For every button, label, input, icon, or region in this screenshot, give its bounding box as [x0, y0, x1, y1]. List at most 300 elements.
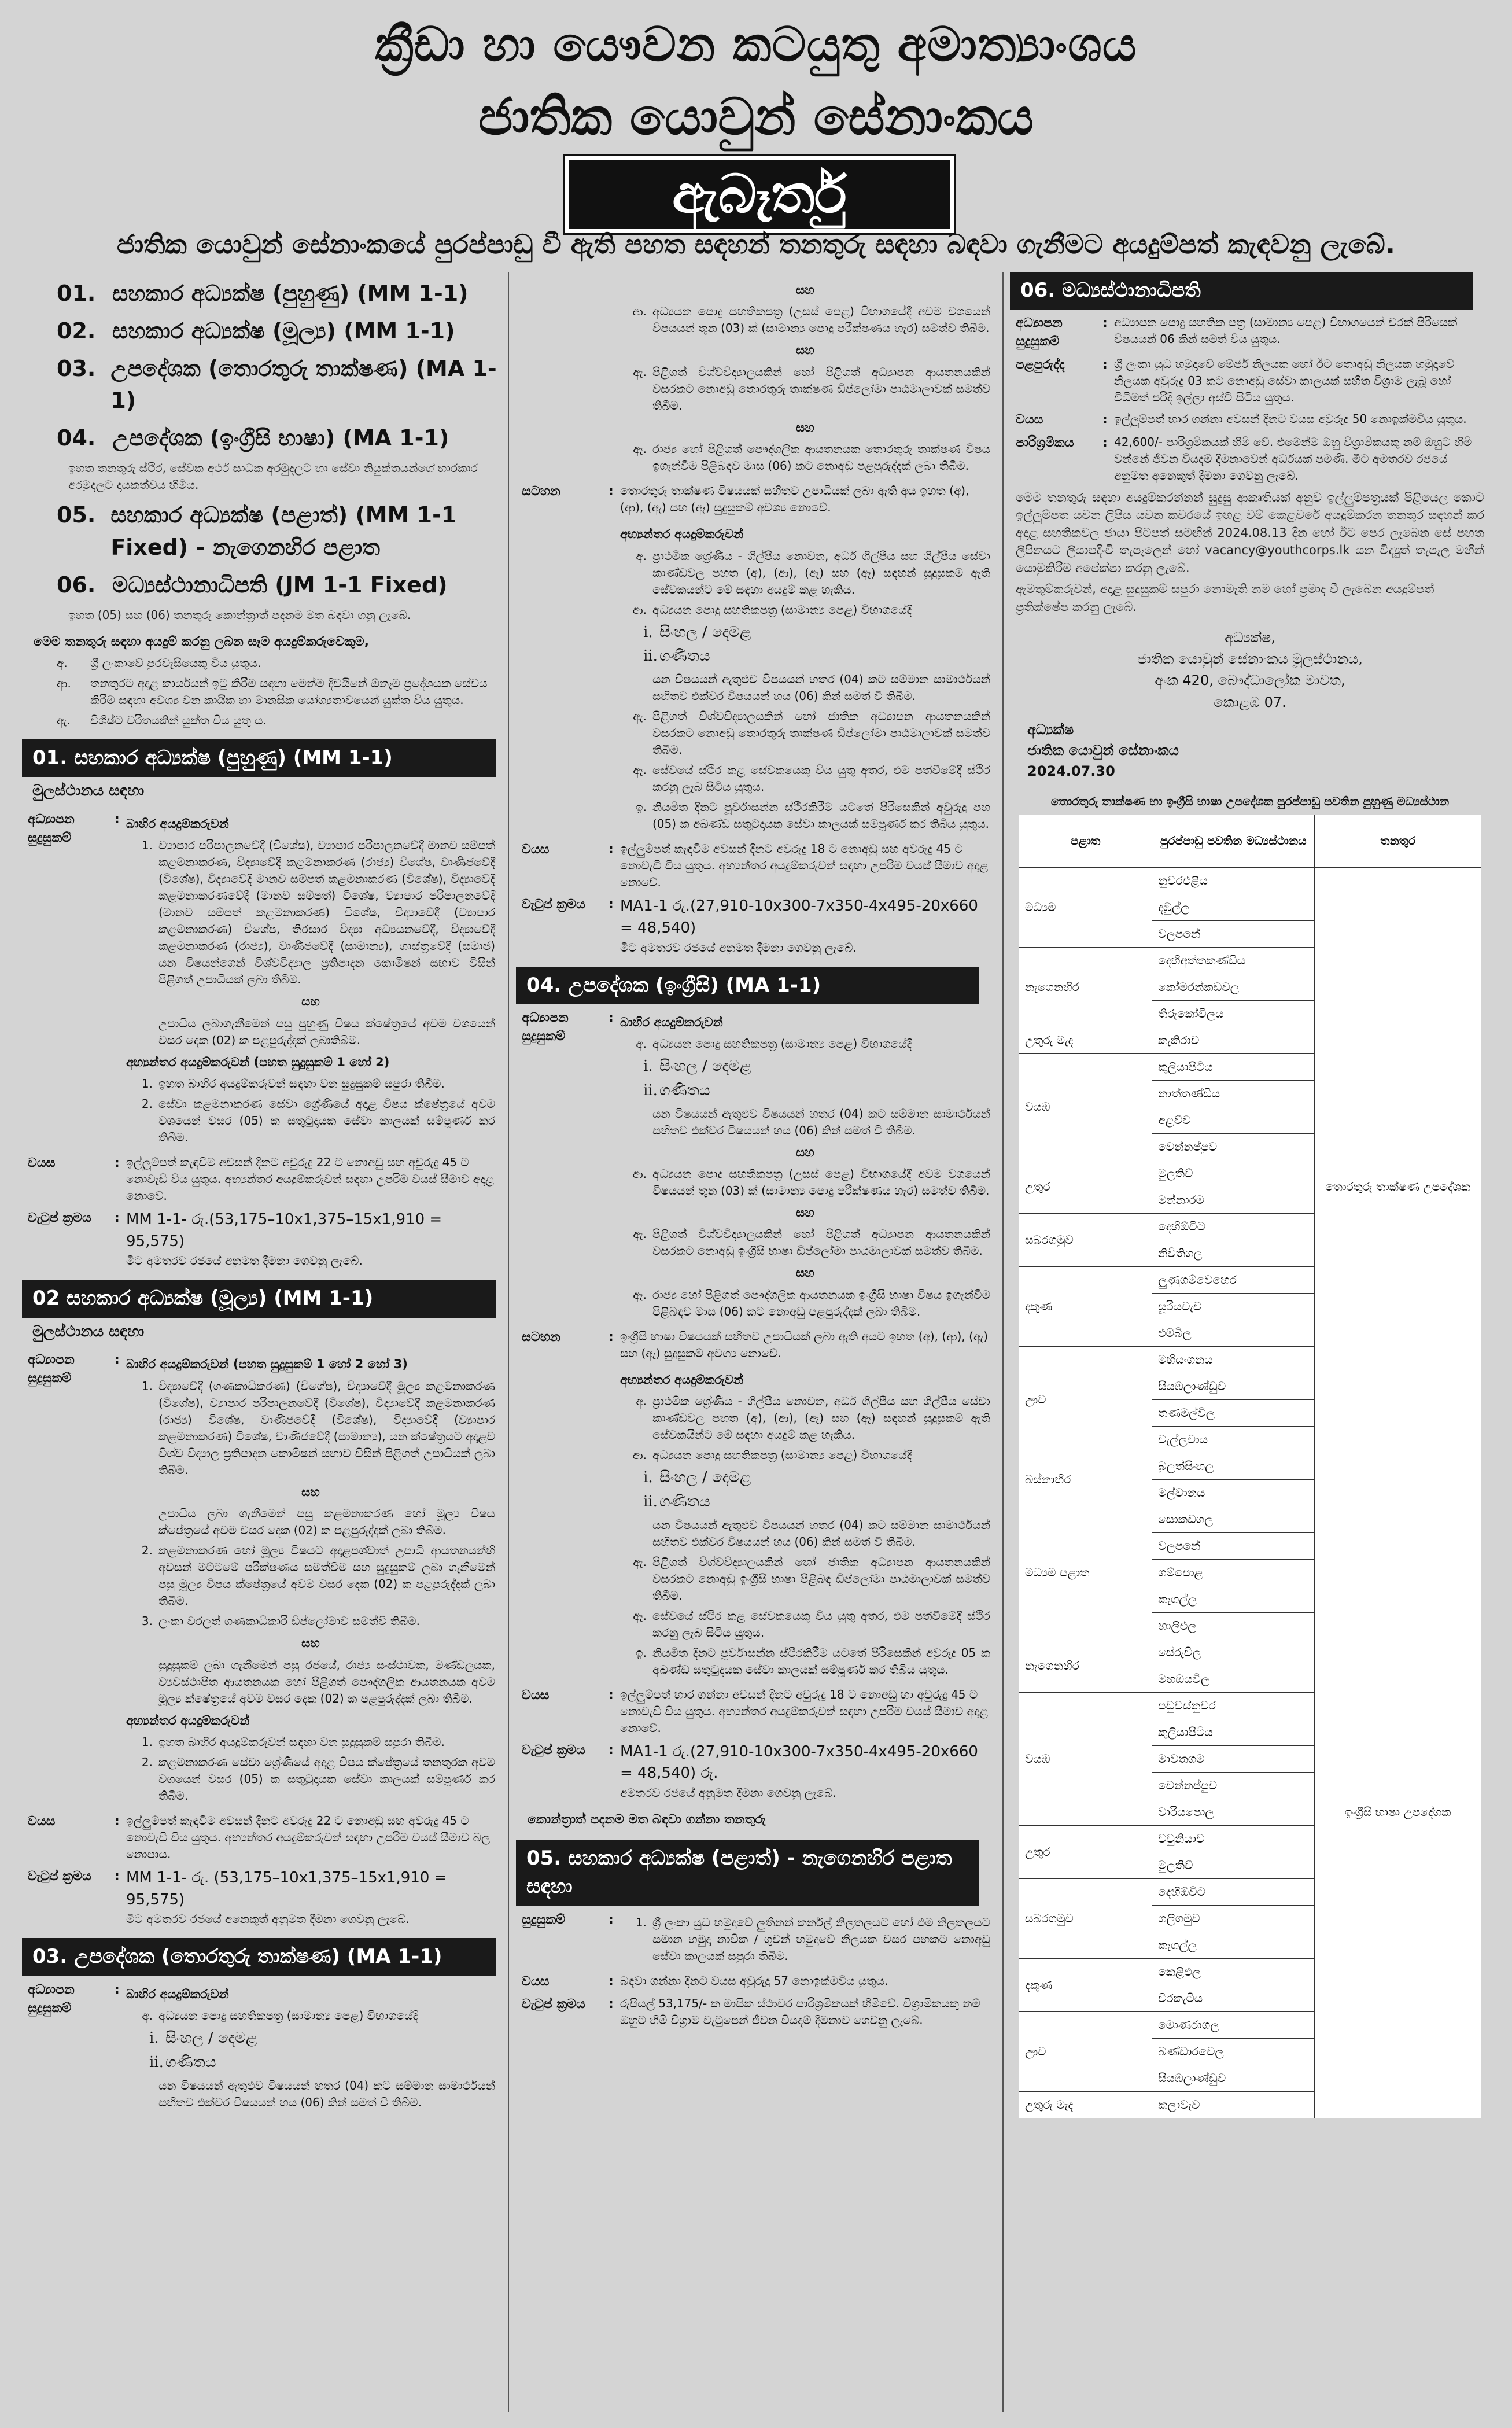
edu-row: අධ්‍යාපන සුදුසුකම් : බාහිර අයදුම්කරුවන් (පහත සුදුසුකම් 1 හෝ 2 හෝ 3) 1. විද්‍යාවේදී (ගණකාධිකරණ) (විශේෂ), විද්‍යාවේදී මූල්‍ය කළමනාකරණ (විශේෂ), ව්‍යාපාර පරිපාලනවේදී (විශේෂ), විද්‍යාවේදී කළමනාකරණ (රාජ්‍ය) විශේෂ, වාණිජවේදී (විශේෂ), විද්‍යාවේදී (ව්‍යාපාර කළමනාකරණ) විශේෂ, වාණිජවේදී (සාමාන්‍ය), යන ක්ෂේත්‍රයට අදාළව විශ්ව විද්‍යාල ප්‍රතිපාදන කොමිෂන් සභාව විසින් පිළිගත් උපාධියක් ලබා තිබීම. සහ උපාධිය ලබා ගැනීමෙන් පසු කළමනාකරණ හෝ මූල්‍ය විෂය ක්ෂේත්‍රයේ අවම වසර දෙක (02) ක පළපුරුද්දක් ලබා තිබීම. 2. කළමනාකරණ හෝ මූල්‍ය විෂයට අදාළපශ්චාත් උපාධි ආයතනයන්හි අවසන් මට්ටමේ පරීක්ෂණය සමත්වීම සහ සුදුසුකම් ලබා ගැනීමෙන් පසු මූල්‍ය විෂය ක්ෂේත්‍රයේ අවම වසර දෙක (02) ක පළපුරුද්දක් ලබා තිබීම. 3. ලංකා වරලත් ගණකාධිකාරී ඩිප්ලෝමාව සමත්වී තිබීම. සහ සුදුසුකම් ලබා ගැනීමෙන් පසු රජයේ, රාජ්‍ය සංස්ථාවක, මණ්ඩලයක, ව්‍යවස්ථාපිත ආයතනයක හෝ පිළිගත් පෞද්ගලික ආයතනයක අවම මූල්‍ය ක්ෂේත්‍රයේ අවම වසර දෙක (02) ක පළපුරුද්දක් ලබා තිබීම. අභ්‍යන්තර අයදුම්කරුවන් 1. ඉහත බාහිර අයදුම්කරුවන් සඳහා වන සුදුසුකම් සපුරා තිබීම. 2. කළමනාකරණ සේවා ශ්‍රේණියේ අදාළ විෂය ක්ෂේත්‍රයේ තනතුරක අවම වශයෙන් වසර (05) ක සතුටුදායක සේවා කාලයක් සම්පූර්ණ කර තිබීම. [22, 1351, 501, 1808]
salary-note: මීට අමතරව රජයේ අනුමත දීමනා ගෙවනු ලැබේ. [126, 1254, 363, 1268]
post-item [57, 315, 501, 347]
signatory-title: අධ්‍යක්ෂ [1027, 721, 1074, 738]
saha-label: සහ [301, 994, 320, 1009]
province-cell: නැගෙනහිර [1019, 1639, 1152, 1692]
qualification-text: අධ්‍යයන පොදු සහතිකපත්‍ර (උසස් පෙළ) විභාගයේදී අවම වශයෙන් විෂයයන් තුන (03) ක් (සාමාන්‍ය පොදු පරීක්ෂණය හැර) සමත්ව තිබීම. [652, 1167, 990, 1198]
province-cell: මධ්‍යම [1019, 867, 1152, 947]
saha-label: සහ [796, 1266, 814, 1280]
qualification-text: ව්‍යාපාර පරිපාලනවේදී (විශේෂ), ව්‍යාපාර පරිපාලනවේදී මානව සම්පත් කළමනාකරණ, විද්‍යාවේදී කළමනාකරණ (රාජ්‍ය) විශේෂ, වාණිජවේදී (විශේෂ), විද්‍යාවේදී මානව සම්පත් කළමනාකරණ (විශේෂ), විද්‍යාවේදී කළමනාකරණවේදී (මානව සම්පත්) විශේෂ, ව්‍යාපාර පරිපාලනවේදී (මානව සම්පත් කළමනාකරණ) විශේෂ, විද්‍යාවේදී (ව්‍යාපාර කළමනාකරණ) විශේෂ, තිරසාර විද්‍යා අධ්‍යයනවේදී, විද්‍යාවේදී කළමනාකරණ (රාජ්‍ය), වාණිජවේදී (සාමාන්‍ය), ශාස්ත්‍රවේදී (සමාජ) යන විෂයන්ගෙන් විශ්වවිද්‍යාල ප්‍රතිපාදන කොමිෂන් සභාව විසින් පිළිගත් උපාධියක් ලබා තිබීම. [158, 838, 495, 987]
qualification-text: සේවා කළමනාකරණ සේවා ශ්‍රේණියේ අදාළ විෂය ක්ෂේත්‍රයේ අවම වශයෙන් වසර (05) ක සතුටුදායක සේවා කාලයක් සම්පූර්ණ කර තිබීම. [158, 1096, 495, 1144]
province-cell: වයඹ [1019, 1053, 1152, 1160]
rejection-note: ඇමතුම්කරුවන්, අදාළ සුදුසුකම් සපුරා නොමැති නම හෝ ප්‍රමාද වී ලැබෙන අයදුම්පත් ප්‍රතික්ෂේප කරනු ලැබේ. [1016, 582, 1434, 614]
center-cell: වලපනේ [1152, 920, 1315, 947]
row-label: වැටුප් ක්‍රමය [522, 897, 585, 912]
province-cell: සබරගමුව [1019, 1213, 1152, 1266]
table-body [1019, 867, 1481, 2118]
center-cell: වවුනියාව [1152, 1825, 1315, 1852]
internal-heading: අභ්‍යන්තර අයදුම්කරුවන් [126, 1713, 250, 1727]
subject-line: ii. ගණිතය [149, 2053, 216, 2071]
qualification-item: ඉ. නියමිත දිනට පූර්වාසන්න ස්ථීරකිරීම යටතේ පිරිසෙකින් අවුරුදු පහ (05) ක අඛණ්ඩ සතුටුදායක සේවා කාලයක් සම්පූර්ණ කර තිබිය යුතුය. [626, 799, 990, 832]
row-label: පාරිශ්‍රමිකය [1016, 435, 1074, 450]
qualification-item: ආ. අධ්‍යයන පොදු සහතිකපත්‍ර (උසස් පෙළ) විභාගයේදී අවම වශයෙන් විෂයයන් තුන (03) ක් (සාමාන්‍ය පොදු පරීක්ෂණය හැර) සමත්ව තිබීම. [626, 303, 990, 337]
qualification-row: සුදුසුකම් : 1. ශ්‍රී ලංකා යුධ හමුදාවේ ලුතිනන් කර්නල් නිලතලයට හෝ එම නිලතලයට සමාන හමුදා නාවික / ගුවන් හමුදාවේ නිලයක වසර පහකට නොඅඩු සේවා කාලයක් සපුරා තිබීම. [516, 1911, 996, 1968]
province-cell: දකුණ [1019, 1958, 1152, 2011]
post-list [22, 278, 501, 624]
qualification-item [626, 1517, 990, 1550]
qualification-item: ඉ. නියමිත දිනට පූර්වාසන්න ස්ථීරකිරීම යටතේ පිරිසෙකින් අවුරුදු 05 ක අඛණ්ඩ සතුටුදායක සේවා කාලයක් සම්පූර්ණ කර තිබිය යුතුය. [626, 1645, 990, 1678]
subject-line: ii. ගණිතය [643, 647, 710, 665]
center-cell: වීරකැටිය [1152, 1985, 1315, 2011]
salary-row: වැටුප් ක්‍රමය : MM 1-1- රු. (53,175–10x1,375–15x1,910 = 95,575) මීට අමතරව රජයේ අනෙකුත් අනුමත දීමනා ගෙවනු ලැබේ. [22, 1867, 501, 1928]
notice-banner [565, 156, 954, 233]
qualification-item: අ. ප්‍රාථමික ශ්‍රේණිය - ශිල්පීය නොවන, අර්ධ ශිල්පීය සහ ශිල්පීය සේවා කාණ්ඩවල පහත (අ), (ආ), (ඇ) සහ (ඈ) සඳහන් සුදුසුකම් ඇති සේවකයින්ට මේ සඳහා අයදුම් කළ හැකිය. [626, 1393, 990, 1443]
qualification-text: අධ්‍යයන පොදු සහතිකපත්‍ර (උසස් පෙළ) විභාගයේදී අවම වශයෙන් විෂයයන් තුන (03) ක් (සාමාන්‍ය පොදු පරීක්ෂණය හැර) සමත්ව තිබීම. [652, 304, 990, 336]
province-cell: උතුර [1019, 1160, 1152, 1213]
qualification-item: 1. ඉහත බාහිර අයදුම්කරුවන් සඳහා වන සුදුසුකම් සපුරා තිබීම. [132, 1734, 495, 1751]
notice-label: ඇබෑර්තු [672, 163, 847, 225]
table-header-row [1019, 815, 1481, 867]
post-number: 04. [57, 425, 96, 451]
post-title: සහකාර අධ්‍යක්ෂ (පළාත්) (MM 1-1 Fixed) - නැගෙනහිර පළාත [110, 502, 457, 560]
row-label: අධ්‍යාපන සුදුසුකම් [1016, 316, 1063, 349]
qualification-text: ඉහත බාහිර අයදුම්කරුවන් සඳහා වන සුදුසුකම් සපුරා තිබීම. [158, 1735, 445, 1749]
section-bar-04: 04. උපදේශක (ඉංග්‍රීසි) (MA 1-1) [516, 967, 979, 1004]
province-cell: බස්නාහිර [1019, 1453, 1152, 1506]
address-line: ජාතික යොවුන් සේනාංකය මූලස්ථානය, [1137, 651, 1363, 668]
item-marker: ඇ. [57, 713, 71, 727]
qualification-item: ඇ. පිළිගත් විශ්වවිද්‍යාලයකින් හෝ ජාතික අධ්‍යාපන ආයතනයකින් වසරකට නොඅඩු ඉංග්‍රීසි භාෂා පිළිබඳ ඩිප්ලෝමා පාඨමාලාවක් සමත්ව තිබීම. [626, 1554, 990, 1604]
center-cell: බුලත්සිංහල [1152, 1453, 1315, 1479]
saha-label: සහ [796, 1145, 814, 1159]
salary-note: මීට අමතරව රජයේ අනුමත දීමනා ගෙවනු ලැබේ. [620, 940, 857, 955]
internal-row [516, 521, 996, 836]
qualification-text: කළමනාකරණ සේවා ශ්‍රේණියේ අදාළ විෂය ක්ෂේත්‍රයේ තනතුරක අවම වශයෙන් වසර (05) ක සතුටුදායක සේවා කාලයක් සම්පූර්ණ කර තිබීම. [158, 1755, 495, 1803]
column-divider [508, 272, 509, 2412]
qualification-item: ඈ. සේවයේ ස්ථිර කළ සේවකයෙකු විය යුතු අතර, එම පත්වීමේදී ස්ථිර කරනු ලැබ සිටිය යුතුය. [626, 1608, 990, 1641]
saha-label: සහ [796, 343, 814, 358]
center-cell: කෙළිඑල [1152, 1958, 1315, 1985]
row-label: වයස [522, 842, 550, 857]
saha-label: සහ [301, 1484, 320, 1499]
center-cell: වාරියපොල [1152, 1799, 1315, 1825]
row-label: අධ්‍යාපන සුදුසුකම් [28, 812, 75, 845]
qualification-item [132, 2077, 495, 2111]
qualification-item: අ. ප්‍රාථමික ශ්‍රේණිය - ශිල්පීය නොවන, අර්ධ ශිල්පීය සහ ශිල්පීය සේවා කාණ්ඩවල පහත (අ), (ආ), (ඇ) සහ (ඈ) සඳහන් සුදුසුකම් ඇති සේවකයන්ට මේ සඳහා අයදුම් කළ හැකිය. [626, 548, 990, 598]
item-marker: ආ. [57, 676, 71, 690]
row-value: ශ්‍රී ලංකා යුධ හමුදාවේ මේජර් නිලයක හෝ ඊට තොඅඩු නිලයක හමුදාවේ නිලයක අවුරුදු 03 කට නොඅඩු සේවා කාලයක් සහිත විශ්‍රාම ලැබූ හෝ විධිමත් පරිදි ඉල්ලා අස්වී සිටිය යුතුය. [1114, 357, 1455, 405]
saha-label: සහ [301, 1636, 320, 1650]
subject-line: ii. ගණිතය [643, 1081, 710, 1099]
ministry-title: ක්‍රීඩා හා යෞවන කටයුතු අමාත්‍යාංශය [375, 17, 1137, 72]
internal-heading: අභ්‍යන්තර අයදුම්කරුවන් (පහත සුදුසුකම් 1 හෝ 2) [126, 1055, 390, 1069]
note-row: සටහන : තොරතුරු තාක්ෂණ විෂයයක් සහිතව උපාධියක් ලබා ඇති අය ඉහත (අ), (ආ), (ඇ) සහ (ඈ) සුදුසුකම් අවශ්‍ය නොවේ. [516, 482, 996, 516]
internal-heading: අභ්‍යන්තර අයදුම්කරුවන් [620, 1372, 744, 1387]
application-instructions: මෙම තනතුරු සඳහා අයදුම්කරන්නන් සුදුසු ආකෘතියක් අනුව ඉල්ලුම්පත්‍රයක් පිළියෙල කොට ඉල්ලුම්පත යවන ලිපිය යවන කවරයේ ඉහළ වම් කෙළවරේ අයදුම්කරන තනතුර සඳහන් කර අදාළ සහතිකවල ජායා පිටපත් සමඟින් 2024.08.13 දින හෝ ඊට පෙර ලැබෙන සේ පහත ලිපිනයට ලියාපදිංචි තැපෑලෙන් හෝ vacancy@youthcorps.lk යන විද්‍යුත් තැපෑල මඟින් යොමුකිරීම අපේක්ෂා කරනු ලැබේ. [1016, 490, 1484, 575]
post-item [57, 278, 501, 310]
qualification-item: 1. ව්‍යාපාර පරිපාලනවේදී (විශේෂ), ව්‍යාපාර පරිපාලනවේදී මානව සම්පත් කළමනාකරණ, විද්‍යාවේදී කළමනාකරණ (රාජ්‍ය) විශේෂ, වාණිජවේදී (විශේෂ), විද්‍යාවේදී මානව සම්පත් කළමනාකරණ (විශේෂ), විද්‍යාවේදී කළමනාකරණවේදී (මානව සම්පත්) විශේෂ, ව්‍යාපාර පරිපාලනවේදී (මානව සම්පත් කළමනාකරණ) විශේෂ, විද්‍යාවේදී (ව්‍යාපාර කළමනාකරණ) විශේෂ, තිරසාර විද්‍යා අධ්‍යයනවේදී, විද්‍යාවේදී කළමනාකරණ (රාජ්‍ය), වාණිජවේදී (සාමාන්‍ය), ශාස්ත්‍රවේදී (සමාජ) යන විෂයන්ගෙන් විශ්වවිද්‍යාල ප්‍රතිපාදන කොමිෂන් සභාව විසින් පිළිගත් උපාධියක් ලබා තිබීම. [132, 837, 495, 988]
center-cell: මහියංගනය [1152, 1346, 1315, 1373]
province-cell: දකුණ [1019, 1266, 1152, 1346]
column-header: තනතුර [1315, 815, 1481, 867]
qualification-item [626, 1106, 990, 1139]
qualification-item: 2. කළමනාකරණ හෝ මූල්‍ය විෂයට අදාළපශ්චාත් උපාධි ආයතනයන්හි අවසන් මට්ටමේ පරීක්ෂණය සමත්වීම සහ සුදුසුකම් ලබා ගැනීමෙන් පසු මූල්‍ය විෂය ක්ෂේත්‍රයේ අවම වසර දෙක (02) ක පළපුරුද්දක් ලබා තිබීම. [132, 1542, 495, 1609]
qualification-item: 2. සේවා කළමනාකරණ සේවා ශ්‍රේණියේ අදාළ විෂය ක්ෂේත්‍රයේ අවම වශයෙන් වසර (05) ක සතුටුදායක සේවා කාලයක් සම්පූර්ණ කර තිබීම. [132, 1096, 495, 1146]
center-cell: ලුණුගම්වෙහෙර [1152, 1266, 1315, 1293]
salary-scale: MA1-1 රු.(27,910-10x300-7x350-4x495-20x660 = 48,540) [620, 897, 978, 937]
center-cell: අළව්ව [1152, 1107, 1315, 1133]
province-cell: උතුරු මැද [1019, 1027, 1152, 1053]
subject-name: සිංහල / දෙමළ [659, 1058, 751, 1075]
center-cell: වැල්ලවාය [1152, 1426, 1315, 1453]
row-label: වයස [28, 1814, 56, 1829]
row-value: තොරතුරු තාක්ෂණ විෂයයක් සහිතව උපාධියක් ලබා ඇති අය ඉහත (අ), (ආ), (ඇ) සහ (ඈ) සුදුසුකම් අවශ්‍ය නොවේ. [620, 484, 969, 515]
external-heading: බාහිර අයදුම්කරුවන් [126, 816, 229, 831]
qualification-text: උපාධිය ලබාගැනීමෙන් පසු පුහුණු විෂය ක්ෂේත්‍රයේ අවම වශයෙන් වසර දෙක (02) ක පළපුරුද්දක් ලබාතිබීම. [158, 1016, 495, 1047]
address-line: අංක 420, බෞද්ධාලෝක මාවත, [1155, 672, 1345, 689]
column-divider [1002, 272, 1004, 2412]
province-cell: වයඹ [1019, 1692, 1152, 1825]
qualification-item: ආ. අධ්‍යයන පොදු සහතිකපත්‍ර (සාමාන්‍ය පෙළ) විභාගයේදී [626, 602, 990, 618]
row-label: වයස [522, 1974, 550, 1989]
saha-label: සහ [796, 283, 814, 297]
salary-scale: MM 1-1- රු.(53,175–10x1,375–15x1,910 = 95,575) [126, 1210, 442, 1250]
qualification-item: 3. ලංකා වරලත් ගණකාධිකාරී ඩිප්ලෝමාව සමත්වී තිබීම. [132, 1613, 495, 1630]
age-row: වයස : ඉල්ලුම්පත් කැඳවීම අවසන් දිනට අවුරුදු 18 ට නොඅඩු සහ අවුරුදු 45 ට නොවැඩි විය යුතුය. අභ්‍යන්තර අයදුම්කරුවන් සඳහා උපරිම වයස් සීමාව අදාළ නොවේ. [516, 841, 996, 891]
qualification-item [132, 1505, 495, 1539]
subject-line: ii. ගණිතය [643, 1493, 710, 1511]
center-cell: පඩුවස්නුවර [1152, 1692, 1315, 1719]
table-row [1019, 1506, 1481, 1532]
qualification-item [626, 671, 990, 705]
post-title: මධ්‍යස්ථානාධිපති (JM 1-1 Fixed) [112, 572, 448, 598]
general-item [57, 655, 495, 672]
qualification-text: විද්‍යාවේදී (ගණකාධිකරණ) (විශේෂ), විද්‍යාවේදී මූල්‍ය කළමනාකරණ (විශේෂ), ව්‍යාපාර පරිපාලනවේදී (විශේෂ), විද්‍යාවේදී කළමනාකරණ (රාජ්‍ය) විශේෂ, වාණිජවේදී (විශේෂ), විද්‍යාවේදී (ව්‍යාපාර කළමනාකරණ) විශේෂ, වාණිජවේදී (සාමාන්‍ය), යන ක්ෂේත්‍රයට අදාළව විශ්ව විද්‍යාල ප්‍රතිපාදන කොමිෂන් සභාව විසින් පිළිගත් උපාධියක් ලබා තිබීම. [158, 1379, 495, 1477]
qualification-text: රාජ්‍ය හෝ පිළිගත් පෞද්ගලික ආයතනයක තොරතුරු තාක්ෂණ විෂය ඉගැන්වීම පිළිබඳව මාස (06) කට නොඅඩු පළපුරුද්දක් ලබා තිබීම. [652, 442, 990, 473]
row-label: සටහන [522, 484, 560, 499]
edu-row-cont [516, 277, 996, 478]
qualification-text: නියමිත දිනට පූර්වාසන්න ස්ථීරකිරීම යටතේ පිරිසෙකින් අවුරුදු පහ (05) ක අඛණ්ඩ සතුටුදායක සේවා කාලයක් සම්පූර්ණ කර තිබිය යුතුය. [652, 800, 990, 831]
salary-note: අමතරව රජයේ අනුමත දීමනා ගෙවනු ලැබේ. [620, 1786, 836, 1800]
row-label: වැටුප් ක්‍රමය [522, 1997, 585, 2012]
province-cell: නැගෙනහිර [1019, 947, 1152, 1027]
center-cell: කෑගල්ල [1152, 1932, 1315, 1958]
external-heading: බාහිර අයදුම්කරුවන් [620, 1015, 723, 1029]
pay-row: පාරිශ්‍රමිකය : 42,600/- පාරිශ්‍රමිකයක් හිමි වේ. එමෙන්ම ඔහු විශ්‍රාමිකයකු නම් ඔහුට හිමි වන්නේ ජීවන වියදම් දීමනාවෙන් අර්ධයක් පමණි. මීට අමතරව රජයේ අනුමත අනෙකුත් දීමනා ගෙවනු ලැබේ. [1010, 434, 1490, 484]
qualification-text: රාජ්‍ය හෝ පිළිගත් පෞද්ගලික ආයතනයක ඉංග්‍රීසි භාෂා විෂය ඉගැන්වීම පිළිබඳව මාස (06) කට නොඅඩු පළපුරුද්දක් ලබා තිබීම. [652, 1287, 990, 1318]
qualification-item: අ. අධ්‍යයන පොදු සහතිකපත්‍ර (සාමාන්‍ය පෙළ) විභාගයේදී [132, 2007, 495, 2024]
qualification-text: යන විෂයයන් ඇතුළුව විෂයයන් හතර (04) කට සම්මාන සාමාර්ථයන් සහිතව එක්වර විෂයයන් හය (06) කින් සමත් වී තිබීම. [652, 1517, 990, 1549]
posts-note: ඉහත තනතුරු ස්ථිර, සේවක අර්ථ සාධක අරමුදලට හා සේවා නියුක්තයන්ගේ භාරකාර අරමුදලට දායකත්වය හිමිය. [68, 461, 478, 492]
general-item [57, 712, 495, 729]
subject-line: i. සිංහල / දෙමළ [643, 1469, 751, 1487]
qualification-text: පිළිගත් විශ්වවිද්‍යාලයකින් හෝ ජාතික අධ්‍යාපන ආයතනයකින් වසරකට නොඅඩු තොරතුරු තාක්ෂණ ඩිප්ලෝමා පාඨමාලාවක් සමත්ව තිබීම. [652, 709, 990, 757]
province-cell: ඌව [1019, 2011, 1152, 2091]
row-label: වැටුප් ක්‍රමය [28, 1210, 91, 1225]
qualification-text: ශ්‍රී ලංකා යුධ හමුදාවේ ලුතිනන් කර්නල් නිලතලයට හෝ එම නිලතලයට සමාන හමුදා නාවික / ගුවන් හමුදාවේ නිලයක වසර පහකට නොඅඩු සේවා කාලයක් සපුරා තිබීම. [652, 1915, 990, 1963]
center-cell: කලාවැව [1152, 2091, 1315, 2118]
qualification-text: පිළිගත් විශ්වවිද්‍යාලයකින් හෝ පිළිගත් අධ්‍යාපන ආයතනයකින් වසරකට නොඅඩු තොරතුරු තාක්ෂණ ඩිප්ලෝමා පාඨමාලාවක් සමත්ව තිබීම. [652, 364, 990, 412]
post-number: 06. [57, 572, 96, 598]
column-3 [1010, 272, 1490, 2412]
center-cell: බණ්ඩාරවෙල [1152, 2038, 1315, 2065]
row-label: වැටුප් ක්‍රමය [28, 1869, 91, 1884]
center-cell: මුලතිව් [1152, 1160, 1315, 1187]
row-label: අධ්‍යාපන සුදුසුකම් [28, 1353, 75, 1386]
salary-scale: MA1-1 රු.(27,910-10x300-7x350-4x495-20x660 = 48,540) රු. [620, 1742, 978, 1782]
province-cell: මධ්‍යම පළාත [1019, 1506, 1152, 1639]
qualification-text: යන විෂයයන් ඇතුළුව විෂයයන් හතර (04) කට සම්මාන සාමාර්ථයන් සහිතව එක්වර විෂයයන් හය (06) කින් සමත් වී තිබීම. [652, 672, 990, 703]
edu-row: අධ්‍යාපන සුදුසුකම් : බාහිර අයදුම්කරුවන් අ. අධ්‍යයන පොදු සහතිකපත්‍ර (සාමාන්‍ය පෙළ) විභාගයේදී i. සිංහල / දෙමළ ii. ගණිතය යන විෂයයන් ඇතුළුව විෂයයන් හතර (04) කට සම්මාන සාමාර්ථයන් සහිතව එක්වර විෂයයන් හය (06) කින් සමත් වී තිබීම. [22, 1981, 501, 2114]
qualification-text: ප්‍රාථමික ශ්‍රේණිය - ශිල්පීය නොවන, අර්ධ ශිල්පීය සහ ශිල්පීය සේවා කාණ්ඩවල පහත (අ), (ආ), (ඇ) සහ (ඈ) සඳහන් සුදුසුකම් ඇති සේවකයින්ට මේ සඳහා අයදුම් කළ හැකිය. [652, 1394, 990, 1442]
center-cell: කුලියාපිටිය [1152, 1719, 1315, 1745]
qualification-text: සේවයේ ස්ථිර කළ සේවකයෙකු විය යුතු අතර, එම පත්වීමේදී ස්ථිර කරනු ලැබ සිටිය යුතුය. [652, 763, 990, 794]
internal-heading: අභ්‍යන්තර අයදුම්කරුවන් [620, 527, 744, 541]
center-cell: තණමල්විල [1152, 1399, 1315, 1426]
signature-date: 2024.07.30 [1027, 762, 1115, 779]
saha-label: සහ [796, 420, 814, 434]
center-cell: මන්නාරම [1152, 1187, 1315, 1213]
row-value: ඉල්ලුම්පත් භාර ගන්නා අවසන් දිනට වයස අවුරුදු 50 නොඉක්මවිය යුතුය. [1114, 412, 1467, 426]
qualification-text: උපාධිය ලබා ගැනීමෙන් පසු කළමනාකරණ හෝ මූල්‍ය විෂය ක්ෂේත්‍රයේ අවම වසර දෙක (02) ක පළපුරුද්දක් ලබා තිබීම. [158, 1506, 495, 1538]
qualification-text: සේවයේ ස්ථිර කළ සේවකයෙකු විය යුතු අතර, එම පත්වීමේදී ස්ථිර කරනු ලැබ සිටිය යුතුය. [652, 1608, 990, 1639]
qualification-text: කළමනාකරණ හෝ මූල්‍ය විෂයට අදාළපශ්චාත් උපාධි ආයතනයන්හි අවසන් මට්ටමේ පරීක්ෂණය සමත්වීම සහ සුදුසුකම් ලබා ගැනීමෙන් පසු මූල්‍ය විෂය ක්ෂේත්‍රයේ අවම වසර දෙක (02) ක පළපුරුද්දක් ලබා තිබීම. [158, 1543, 495, 1608]
post-number: 01. [57, 281, 96, 306]
intro-text: ජාතික යොවුන් සේනාංකයේ පුරප්පාඩු වී ඇති පහත සඳහන් තනතුරු සඳහා බඳවා ගැනීමට අයදුම්පත් කැඳවනු ලැබේ. [116, 229, 1396, 260]
qualification-text: නියමිත දිනට පූර්වාසන්න ස්ථීරකිරීම යටතේ පිරිසෙකින් අවුරුදු 05 ක අඛණ්ඩ සතුටුදායක සේවා කාලයක් සම්පූර්ණ කර තිබිය යුතුය. [652, 1645, 990, 1677]
row-value: ඉල්ලුම්පත් කැඳවීම අවසන් දිනට අවුරුදු 22 ට නොඅඩු සහ අවුරුදු 45 ට නොවැඩි විය යුතුය. අභ්‍යන්තර අයදුම්කරුවන් සඳහා උපරිම වයස් සීමාව බල නොපාය. [126, 1814, 491, 1862]
salary-row: වැටුප් ක්‍රමය : රුපියල් 53,175/- ක මාසික ස්ථාවර පාරිශ්‍රමිකයක් හිමිවේ. විශ්‍රාමිකයකු නම් ඔහුට හිමි විශ්‍රාම වැටුපෙන් ජීවන වියදම් දීමනාව ගෙවනු ලැබේ. [516, 1995, 996, 2029]
post-cell: ඉංග්‍රීසි භාෂා උපදේශක [1315, 1506, 1481, 2118]
salary-note: මීට අමතරව රජයේ අනෙකුත් අනුමත දීමනා ගෙවනු ලැබේ. [126, 1912, 410, 1926]
center-cell: කෝමරන්කඩවල [1152, 974, 1315, 1000]
experience-row: පළපුරුද්ද : ශ්‍රී ලංකා යුධ හමුදාවේ මේජර් නිලයක හෝ ඊට තොඅඩු නිලයක හමුදාවේ නිලයක අවුරුදු 03 කට නොඅඩු සේවා කාලයක් සහිත විශ්‍රාම ලැබූ හෝ විධිමත් පරිදි ඉල්ලා අස්වී සිටිය යුතුය. [1010, 356, 1490, 406]
center-cell: දඹුල්ල [1152, 894, 1315, 920]
signatory-org: ජාතික යොවුන් සේනාංකය [1027, 742, 1179, 758]
row-label: පළපුරුද්ද [1016, 358, 1065, 373]
external-heading: බාහිර අයදුම්කරුවන් [126, 1987, 229, 2001]
center-cell: දෙහිඕවිට [1152, 1213, 1315, 1240]
qualification-text: අධ්‍යයන පොදු සහතිකපත්‍ර (සාමාන්‍ය පෙළ) විභාගයේදී [652, 602, 912, 617]
row-label: වයස [28, 1155, 56, 1170]
row-label: සුදුසුකම් [522, 1912, 566, 1927]
qualification-text: අධ්‍යයන පොදු සහතිකපත්‍ර (සාමාන්‍ය පෙළ) විභාගයේදී [158, 2009, 418, 2023]
center-cell: කුලියාපිටිය [1152, 1053, 1315, 1080]
center-cell: වලපනේ [1152, 1532, 1315, 1559]
qualification-item: 2. කළමනාකරණ සේවා ශ්‍රේණියේ අදාළ විෂය ක්ෂේත්‍රයේ තනතුරක අවම වශයෙන් වසර (05) ක සතුටුදායක සේවා කාලයක් සම්පූර්ණ කර තිබීම. [132, 1754, 495, 1804]
qualification-item: 1. ඉහත බාහිර අයදුම්කරුවන් සඳහා වන සුදුසුකම් සපුරා තිබීම. [132, 1075, 495, 1092]
center-cell: මාවතගම [1152, 1745, 1315, 1772]
general-item [57, 675, 495, 709]
qualification-text: ඉහත බාහිර අයදුම්කරුවන් සඳහා වන සුදුසුකම් සපුරා තිබීම. [158, 1076, 445, 1090]
center-cell: සියඹලාණ්ඩුව [1152, 2065, 1315, 2091]
subject-line: i. සිංහල / දෙමළ [643, 1058, 751, 1075]
internal-row [516, 1366, 996, 1682]
center-cell: මහඔයවිල [1152, 1666, 1315, 1692]
center-cell: කෑගල්ල [1152, 1586, 1315, 1612]
qualification-text: ප්‍රාථමික ශ්‍රේණිය - ශිල්පීය නොවන, අර්ධ ශිල්පීය සහ ශිල්පීය සේවා කාණ්ඩවල පහත (අ), (ආ), (ඇ) සහ (ඈ) සඳහන් සුදුසුකම් ඇති සේවකයන්ට මේ සඳහා අයදුම් කළ හැකිය. [652, 548, 990, 596]
address-block [1010, 627, 1490, 713]
row-label: සටහන [522, 1329, 560, 1344]
column-header: පළාත [1019, 815, 1152, 867]
edu-row [22, 810, 501, 1149]
item-marker: අ. [57, 655, 68, 670]
row-value: ඉංග්‍රීසි භාෂා විෂයයක් සහිතව උපාධියක් ලබා ඇති අයට ඉහත (අ), (ආ), (ඇ) සහ (ඈ) සුදුසුකම් අවශ්‍ය නොවේ. [620, 1329, 989, 1360]
salary-row: වැටුප් ක්‍රමය : MA1-1 රු.(27,910-10x300-7x350-4x495-20x660 = 48,540) රු. අමතරව රජයේ අනුමත දීමනා ගෙවනු ලැබේ. [516, 1741, 996, 1801]
subject-name: සිංහල / දෙමළ [659, 1469, 751, 1487]
address-line: අධ්‍යක්ෂ, [1225, 629, 1275, 646]
row-value: ඉල්ලුම්පත් භාර ගන්නා අවසන් දිනට අවුරුදු 18 ට නොඅඩු හා අවුරුදු 45 ට නොවැඩි විය යුතුය. අභ්‍යන්තර අයදුම්කරුවන් සඳහා උපරිම වයස් සීමාව අදාළ නොවේ. [620, 1687, 989, 1735]
qualification-item: ඇ. පිළිගත් විශ්වවිද්‍යාලයකින් හෝ පිළිගත් අධ්‍යාපන ආයතනයකින් වසරකට නොඅඩු ඉංග්‍රීසි භාෂා ඩිප්ලෝමා පාඨමාලාවක් සමත්ව තිබීම. [626, 1226, 990, 1259]
section-subhead: මුලස්ථානය සඳහා [32, 782, 145, 799]
qualification-text: පිළිගත් විශ්වවිද්‍යාලයකින් හෝ පිළිගත් අධ්‍යාපන ආයතනයකින් වසරකට නොඅඩු ඉංග්‍රීසි භාෂා ඩිප්ලෝමා පාඨමාලාවක් සමත්ව තිබීම. [652, 1227, 990, 1258]
edu-row: අධ්‍යාපන සුදුසුකම් : අධ්‍යාපන පොදු සහතික පත්‍ර (සාමාන්‍ය පෙළ) විභාගයෙන් වරක් පිරිසෙක් විෂයයන් 06 කින් සමත් විය යුතුය. [1010, 314, 1490, 351]
post-title: සහකාර අධ්‍යක්ෂ (පුහුණු) (MM 1-1) [112, 281, 469, 306]
post-item [57, 422, 501, 454]
qualification-item: ඈ. රාජ්‍ය හෝ පිළිගත් පෞද්ගලික ආයතනයක ඉංග්‍රීසි භාෂා විෂය ඉගැන්වීම පිළිබඳව මාස (06) කට නොඅඩු පළපුරුද්දක් ලබා තිබීම. [626, 1287, 990, 1320]
post-number: 02. [57, 318, 96, 344]
qualification-item: ආ. අධ්‍යයන පොදු සහතිකපත්‍ර (උසස් පෙළ) විභාගයේදී අවම වශයෙන් විෂයයන් තුන (03) ක් (සාමාන්‍ය පොදු පරීක්ෂණය හැර) සමත්ව තිබීම. [626, 1166, 990, 1199]
qualification-text: අධ්‍යයන පොදු සහතිකපත්‍ර (සාමාන්‍ය පෙළ) විභාගයේදී [652, 1448, 912, 1462]
colon: : [115, 812, 120, 827]
center-cell: සොකඩගල [1152, 1506, 1315, 1532]
center-cell: එම්බිල [1152, 1320, 1315, 1346]
post-item [57, 569, 501, 601]
post-number: 05. [57, 502, 96, 528]
row-label: වැටුප් ක්‍රමය [522, 1742, 585, 1758]
edu-row: අධ්‍යාපන සුදුසුකම් : බාහිර අයදුම්කරුවන් අ. අධ්‍යයන පොදු සහතිකපත්‍ර (සාමාන්‍ය පෙළ) විභාගයේදී i. සිංහල / දෙමළ ii. ගණිතය යන විෂයයන් ඇතුළුව විෂයයන් හතර (04) කට සම්මාන සාමාර්ථයන් සහිතව එක්වර විෂයයන් හය (06) කින් සමත් වී තිබීම. සහ ආ. අධ්‍යයන පොදු සහතිකපත්‍ර (උසස් පෙළ) විභාගයේදී අවම වශයෙන් විෂයයන් තුන (03) ක් (සාමාන්‍ය පොදු පරීක්ෂණය හැර) සමත්ව තිබීම. සහ ඇ. පිළිගත් විශ්වවිද්‍යාලයකින් හෝ පිළිගත් අධ්‍යාපන ආයතනයකින් වසරකට නොඅඩු ඉංග්‍රීසි භාෂා ඩිප්ලෝමා පාඨමාලාවක් සමත්ව තිබීම. සහ ඈ. රාජ්‍ය හෝ පිළිගත් පෞද්ගලික ආයතනයක ඉංග්‍රීසි භාෂා විෂය ඉගැන්වීම පිළිබඳව මාස (06) කට නොඅඩු පළපුරුද්දක් ලබා තිබීම. [516, 1009, 996, 1324]
row-value: ඉල්ලුම්පත් කැඳවීම අවසන් දිනට අවුරුදු 22 ට නොඅඩු සහ අවුරුදු 45 ට නොවැඩි විය යුතුය. අභ්‍යන්තර අයදුම්කරුවන් සඳහා උපරිම වයස් සීමාව අදාළ නොවේ. [126, 1155, 495, 1203]
center-cell: නාත්තණ්ඩිය [1152, 1080, 1315, 1107]
center-cell: කැකිරාව [1152, 1027, 1315, 1053]
center-cell: මුලතිව් [1152, 1852, 1315, 1878]
section-bar-03: 03. උපදේශක (තොරතුරු තාක්ෂණ) (MA 1-1) [22, 1938, 496, 1976]
qualification-item: ආ. අධ්‍යයන පොදු සහතිකපත්‍ර (සාමාන්‍ය පෙළ) විභාගයේදී [626, 1447, 990, 1464]
address-line: කොළඹ 07. [1214, 694, 1286, 710]
center-cell: සේරුවිල [1152, 1639, 1315, 1666]
row-label: අධ්‍යාපන සුදුසුකම් [522, 1010, 569, 1044]
qualification-text: යන විෂයයන් ඇතුළුව විෂයයන් හතර (04) කට සම්මාන සාමාර්ථයන් සහිතව එක්වර විෂයයන් හය (06) කින් සමත් වී තිබීම. [158, 2078, 495, 2109]
section-bar-02: 02 සහකාර අධ්‍යක්ෂ (මූල්‍ය) (MM 1-1) [22, 1280, 496, 1317]
age-row: වයස : ඉල්ලුම්පත් කැඳවීම අවසන් දිනට අවුරුදු 22 ට නොඅඩු සහ අවුරුදු 45 ට නොවැඩි විය යුතුය. අභ්‍යන්තර අයදුම්කරුවන් සඳහා උපරිම වයස් සීමාව බල නොපාය. [22, 1812, 501, 1863]
header [0, 0, 1512, 260]
qualification-text: සුදුසුකම් ලබා ගැනීමෙන් පසු රජයේ, රාජ්‍ය සංස්ථාවක, මණ්ඩලයක, ව්‍යවස්ථාපිත ආයතනයක හෝ පිළිගත් පෞද්ගලික ආයතනයක අවම මූල්‍ය ක්ෂේත්‍රයේ අවම වසර දෙක (02) ක පළපුරුද්දක් ලබා තිබීම. [158, 1657, 495, 1705]
post-cell: තොරතුරු තාක්ෂණ උපදේශක [1315, 867, 1481, 1506]
qualification-text: පිළිගත් විශ්වවිද්‍යාලයකින් හෝ ජාතික අධ්‍යාපන ආයතනයකින් වසරකට නොඅඩු ඉංග්‍රීසි භාෂා පිළිබඳ ඩිප්ලෝමා පාඨමාලාවක් සමත්ව තිබීම. [652, 1554, 990, 1602]
salary-row: වැටුප් ක්‍රමය : MM 1-1- රු.(53,175–10x1,375–15x1,910 = 95,575) මීට අමතරව රජයේ අනුමත දීමනා ගෙවනු ලැබේ. [22, 1209, 501, 1269]
row-label: වයස [1016, 412, 1043, 428]
subject-name: ගණිතය [659, 1081, 710, 1099]
section-bar-05: 05. සහකාර අධ්‍යක්ෂ (පළාත්) - නැගෙනහිර පළාත සඳහා [516, 1840, 979, 1906]
center-cell: නුවරඑළිය [1152, 867, 1315, 894]
center-cell: දෙහිඅත්තකණ්ඩිය [1152, 947, 1315, 974]
center-cell: දෙහිඕවිට [1152, 1878, 1315, 1905]
province-cell: ඌව [1019, 1346, 1152, 1453]
row-label: අධ්‍යාපන සුදුසුකම් [28, 1982, 75, 2016]
row-value: අධ්‍යාපන පොදු සහතික පත්‍ර (සාමාන්‍ය පෙළ) විභාගයෙන් වරක් පිරිසෙක් විෂයයන් 06 කින් සමත් විය යුතුය. [1114, 315, 1458, 347]
signature-block [1027, 719, 1490, 782]
post-title: උපදේශක (ඉංග්‍රීසි භාෂා) (MA 1-1) [112, 425, 449, 451]
salary-scale: MM 1-1- රු. (53,175–10x1,375–15x1,910 = 95,575) [126, 1869, 447, 1908]
row-value: බඳවා ගන්නා දිනට වයස අවුරුදු 57 නොඉක්මවිය යුතුය. [620, 1973, 888, 1988]
age-row: වයස : ඉල්ලුම්පත් කැඳවීම අවසන් දිනට අවුරුදු 22 ට නොඅඩු සහ අවුරුදු 45 ට නොවැඩි විය යුතුය. අභ්‍යන්තර අයදුම්කරුවන් සඳහා උපරිම වයස් සීමාව අදාළ නොවේ. [22, 1154, 501, 1204]
age-row: වයස : ඉල්ලුම්පත් භාර ගන්නා අවසන් දිනට අවුරුදු 18 ට නොඅඩු හා අවුරුදු 45 ට නොවැඩි විය යුතුය. අභ්‍යන්තර අයදුම්කරුවන් සඳහා උපරිම වයස් සීමාව අදාළ නොවේ. [516, 1686, 996, 1737]
center-cell: තිරුකෝවිලය [1152, 1000, 1315, 1027]
section-bar-01: 01. සහකාර අධ්‍යක්ෂ (පුහුණු) (MM 1-1) [22, 739, 496, 777]
table-caption: තොරතුරු තාක්ෂණ හා ඉංග්‍රීසි භාෂා උපදේශක පුරප්පාඩු පවතින පුහුණු මධ්‍යස්ථාන [1050, 794, 1450, 808]
center-cell: හාලිඑල [1152, 1612, 1315, 1639]
qualification-item [132, 1657, 495, 1707]
province-cell: සබරගමුව [1019, 1878, 1152, 1958]
post-title: උපදේශක (තොරතුරු තාක්ෂණ) (MA 1-1) [110, 356, 497, 414]
section-bar-06: 06. මධ්‍යස්ථානාධිපති [1010, 272, 1473, 310]
subject-name: ගණිතය [659, 1493, 710, 1511]
salary-row: වැටුප් ක්‍රමය : MA1-1 රු.(27,910-10x300-7x350-4x495-20x660 = 48,540) මීට අමතරව රජයේ අනුමත දීමනා ගෙවනු ලැබේ. [516, 896, 996, 956]
center-cell: ගම්පොළ [1152, 1559, 1315, 1586]
center-cell: සියඹලාණ්ඩුව [1152, 1373, 1315, 1399]
subject-line: i. සිංහල / දෙමළ [149, 2029, 257, 2047]
qualification-item [132, 1015, 495, 1049]
vacancy-location-table [1019, 815, 1481, 2118]
row-value: 42,600/- පාරිශ්‍රමිකයක් හිමි වේ. එමෙන්ම ඔහු විශ්‍රාමිකයකු නම් ඔහුට හිමි වන්නේ ජීවන වියදම් දීමනාවෙන් අර්ධයක් පමණි. මීට අමතරව රජයේ අනුමත අනෙකුත් දීමනා ගෙවනු ලැබේ. [1114, 434, 1472, 482]
province-cell: උතුරු මැද [1019, 2091, 1152, 2118]
row-label: වයස [522, 1688, 550, 1703]
age-row: වයස : බඳවා ගන්නා දිනට වයස අවුරුදු 57 නොඉක්මවිය යුතුය. [516, 1973, 996, 1991]
row-value: ඉල්ලුම්පත් කැඳවීම අවසන් දිනට අවුරුදු 18 ට නොඅඩු සහ අවුරුදු 45 ට නොවැඩි විය යුතුය. අභ්‍යන්තර අයදුම්කරුවන් සඳහා උපරිම වයස් සීමාව අදාළ නොවේ. [620, 842, 989, 890]
center-cell: ගලිගමුව [1152, 1905, 1315, 1932]
center-cell: වෙන්නප්පුව [1152, 1133, 1315, 1160]
column-2 [516, 272, 996, 2412]
note-row: සටහන : ඉංග්‍රීසි භාෂා විෂයයක් සහිතව උපාධියක් ලබා ඇති අයට ඉහත (අ), (ආ), (ඇ) සහ (ඈ) සුදුසුකම් අවශ්‍ය නොවේ. [516, 1328, 996, 1362]
center-cell: මල්වානය [1152, 1479, 1315, 1506]
row-value [126, 810, 501, 1149]
subject-name: සිංහල / දෙමළ [165, 2029, 257, 2047]
age-row: වයස : ඉල්ලුම්පත් භාර ගන්නා අවසන් දිනට වයස අවුරුදු 50 නොඉක්මවිය යුතුය. [1010, 411, 1490, 429]
organization-title: ජාතික යොවුන් සේනාංකය [478, 87, 1034, 146]
center-cell: සූරියවැව [1152, 1293, 1315, 1320]
saha-label: සහ [796, 1206, 814, 1220]
external-heading: බාහිර අයදුම්කරුවන් (පහත සුදුසුකම් 1 හෝ 2 හෝ 3) [126, 1357, 408, 1372]
item-text: තනතුරට අදාළ කාර්යයන් ඉටු කිරීම සඳහා මෙන්ම දිවයිනේ ඕනෑම ප්‍රදේශයක සේවය කිරීම සඳහා අවශ්‍ය වන කායික හා මානසික යෝග්‍යතාවයෙන් යුක්ත විය යුතුය. [90, 676, 488, 707]
subject-name: සිංහල / දෙමළ [659, 623, 751, 641]
general-heading: මෙම තනතුරු සඳහා අයදුම් කරනු ලබන සෑම අයදුම්කරුවෙකුම, [34, 634, 369, 649]
qualification-item: 1. විද්‍යාවේදී (ගණකාධිකරණ) (විශේෂ), විද්‍යාවේදී මූල්‍ය කළමනාකරණ (විශේෂ), ව්‍යාපාර පරිපාලනවේදී (විශේෂ), විද්‍යාවේදී කළමනාකරණ (රාජ්‍ය) විශේෂ, වාණිජවේදී (විශේෂ), විද්‍යාවේදී (ව්‍යාපාර කළමනාකරණ) විශේෂ, වාණිජවේදී (සාමාන්‍ය), යන ක්ෂේත්‍රයට අදාළව විශ්ව විද්‍යාල ප්‍රතිපාදන කොමිෂන් සභාව විසින් පිළිගත් උපාධියක් ලබා තිබීම. [132, 1378, 495, 1479]
center-cell: නිවිතිගල [1152, 1240, 1315, 1266]
item-text: ශ්‍රී ලංකාවේ පුරවැසියෙකු විය යුතුය. [90, 655, 261, 670]
column-header: පුරප්පාඩු පවතින මධ්‍යස්ථානය [1152, 815, 1315, 867]
item-text: විශිෂ්ට චරිතයකින් යුක්ත විය යුතු ය. [90, 713, 267, 727]
qualification-item: 1. ශ්‍රී ලංකා යුධ හමුදාවේ ලුතිනන් කර්නල් නිලතලයට හෝ එම නිලතලයට සමාන හමුදා නාවික / ගුවන් හමුදාවේ නිලයක වසර පහකට නොඅඩු සේවා කාලයක් සපුරා තිබීම. [626, 1914, 990, 1965]
qualification-item: අ. අධ්‍යයන පොදු සහතිකපත්‍ර (සාමාන්‍ය පෙළ) විභාගයේදී [626, 1036, 990, 1052]
post-item [57, 353, 501, 417]
subject-name: ගණිතය [659, 647, 710, 665]
center-cell: මොණරාගල [1152, 2011, 1315, 2038]
center-cell: වෙන්නප්පුව [1152, 1772, 1315, 1799]
qualification-item: ඇ. පිළිගත් විශ්වවිද්‍යාලයකින් හෝ පිළිගත් අධ්‍යාපන ආයතනයකින් වසරකට නොඅඩු තොරතුරු තාක්ෂණ ඩිප්ලෝමා පාඨමාලාවක් සමත්ව තිබීම. [626, 364, 990, 414]
post-title: සහකාර අධ්‍යක්ෂ (මූල්‍ය) (MM 1-1) [112, 318, 455, 344]
qualification-text: යන විෂයයන් ඇතුළුව විෂයයන් හතර (04) කට සම්මාන සාමාර්ථයන් සහිතව එක්වර විෂයයන් හය (06) කින් සමත් වී තිබීම. [652, 1106, 990, 1137]
post-item [57, 499, 501, 563]
column-1 [22, 272, 501, 2412]
qualification-text: අධ්‍යයන පොදු සහතිකපත්‍ර (සාමාන්‍ය පෙළ) විභාගයේදී [652, 1037, 912, 1051]
section-subhead: මුලස්ථානය සඳහා [32, 1322, 145, 1340]
posts2-note: ඉහත (05) සහ (06) තනතුරු කොන්ත්‍රාත් පදනම මත බඳවා ගනු ලැබේ. [68, 607, 411, 622]
qualification-item: ඇ. පිළිගත් විශ්වවිද්‍යාලයකින් හෝ ජාතික අධ්‍යාපන ආයතනයකින් වසරකට නොඅඩු තොරතුරු තාක්ෂණ ඩිප්ලෝමා පාඨමාලාවක් සමත්ව තිබීම. [626, 708, 990, 758]
qualification-text: ලංකා වරලත් ගණකාධිකාරී ඩිප්ලෝමාව සමත්වී තිබීම. [158, 1614, 421, 1629]
province-cell: උතුර [1019, 1825, 1152, 1878]
subject-line: i. සිංහල / දෙමළ [643, 623, 751, 641]
qualification-item: ඈ. සේවයේ ස්ථිර කළ සේවකයෙකු විය යුතු අතර, එම පත්වීමේදී ස්ථිර කරනු ලැබ සිටිය යුතුය. [626, 762, 990, 795]
contract-heading: කොන්ත්‍රාත් පදනම මත බඳවා ගන්නා තනතුරු [528, 1812, 766, 1828]
